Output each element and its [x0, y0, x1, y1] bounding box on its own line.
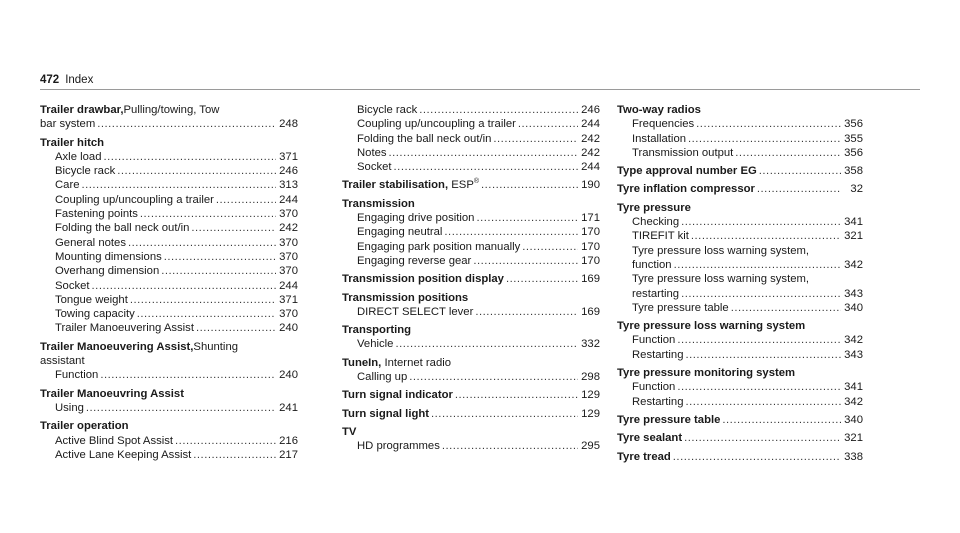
page-ref[interactable]: 321	[844, 432, 863, 445]
dot-leader	[475, 305, 578, 319]
dot-leader	[86, 401, 276, 415]
index-term-row	[342, 178, 600, 192]
index-entry	[617, 103, 863, 160]
index-subentry	[617, 395, 863, 409]
index-subentry	[40, 150, 298, 164]
index-subentry-text: Checking	[632, 216, 680, 229]
index-term[interactable]: Transmission positions	[342, 291, 469, 304]
index-subentry-text: Restarting	[632, 348, 684, 361]
index-term-row	[342, 388, 600, 402]
index-term-row	[617, 431, 863, 445]
index-subentry-text: Care	[55, 179, 80, 192]
page-ref[interactable]: 340	[844, 301, 863, 314]
index-qualifier: Shunting	[193, 340, 239, 353]
index-subentry	[40, 164, 298, 178]
dot-leader	[409, 370, 578, 384]
index-subentry	[40, 307, 298, 321]
dot-leader	[681, 287, 841, 301]
index-entry	[617, 413, 863, 427]
dot-leader	[759, 164, 841, 178]
index-subentry	[342, 305, 600, 319]
dot-leader	[686, 395, 842, 409]
index-term[interactable]: Trailer operation	[40, 420, 129, 433]
index-qualifier: Pulling/towing, Tow	[123, 104, 220, 116]
index-entry	[40, 340, 298, 383]
index-subentry	[617, 380, 863, 394]
page-ref[interactable]: 355	[844, 132, 863, 145]
page-ref[interactable]: 321	[844, 230, 863, 243]
index-subentry	[342, 117, 600, 131]
index-term[interactable]: Transmission position display	[342, 273, 504, 286]
index-subentries	[40, 401, 298, 415]
dot-leader	[476, 211, 578, 225]
dot-leader	[522, 240, 578, 254]
dot-leader	[175, 434, 276, 448]
index-subentries	[617, 215, 863, 315]
index-term[interactable]: Trailer Manoeuvring Assist	[40, 387, 184, 400]
index-subentry-text: General notes	[55, 236, 126, 249]
index-subentries	[342, 439, 600, 453]
dot-leader	[674, 258, 841, 272]
page-ref[interactable]: 170	[581, 254, 600, 267]
index-subentry-text: Installation	[632, 132, 687, 145]
index-subentry	[40, 434, 298, 448]
page-ref[interactable]: 244	[279, 279, 298, 292]
index-subentry-text: Frequencies	[632, 118, 695, 131]
dot-leader	[506, 272, 578, 286]
index-term-row	[342, 407, 600, 421]
index-subentry	[40, 368, 298, 382]
index-term[interactable]: Two-way radios	[617, 104, 701, 116]
index-term-row	[342, 272, 600, 286]
dot-leader	[161, 264, 276, 278]
dot-leader	[722, 413, 841, 427]
dot-leader	[164, 250, 276, 264]
index-entry	[342, 388, 600, 402]
page-ref[interactable]: 242	[581, 146, 600, 159]
index-term-row	[617, 366, 863, 380]
page-ref[interactable]: 171	[581, 212, 600, 225]
dot-leader	[140, 207, 276, 221]
dot-leader	[193, 448, 276, 462]
page-ref[interactable]: 169	[581, 305, 600, 318]
index-subentry	[342, 146, 600, 160]
page-ref[interactable]: 342	[844, 395, 863, 408]
index-subentry-text: Trailer Manoeuvering Assist	[55, 322, 194, 335]
dot-leader	[677, 333, 841, 347]
page-ref[interactable]: 244	[279, 193, 298, 206]
dot-leader	[696, 117, 841, 131]
page-ref[interactable]: 356	[844, 118, 863, 131]
page-ref[interactable]: 370	[279, 265, 298, 278]
index-subentry	[617, 117, 863, 131]
index-subentry-text: Socket	[55, 279, 90, 292]
index-subentry	[40, 264, 298, 278]
index-subentry	[617, 146, 863, 160]
index-subentry-text: HD programmes	[357, 440, 440, 453]
index-subentry	[342, 439, 600, 453]
index-subentries	[342, 211, 600, 268]
index-column-3	[617, 103, 863, 464]
page-ref[interactable]: 244	[581, 118, 600, 131]
page-ref[interactable]: 295	[581, 440, 600, 453]
index-subentry-text: TIREFIT kit	[632, 230, 689, 243]
index-term-row	[617, 164, 863, 178]
index-subentry	[40, 250, 298, 264]
page-ref[interactable]: 248	[279, 118, 298, 131]
index-entry	[342, 425, 600, 454]
page-ref[interactable]: 216	[279, 434, 298, 447]
page-ref[interactable]: 242	[279, 222, 298, 235]
index-subentry-text: Coupling up/uncoupling a trailer	[357, 118, 516, 131]
index-subentry	[40, 221, 298, 235]
index-entry	[617, 366, 863, 409]
page-ref[interactable]: 298	[581, 371, 600, 384]
dot-leader	[735, 146, 841, 160]
index-entry	[342, 272, 600, 286]
index-subentry-text: Bicycle rack	[357, 104, 418, 116]
index-subentry-text: Function	[632, 334, 676, 347]
index-subentry	[617, 215, 863, 229]
index-subentry-text: Using	[55, 401, 84, 414]
index-entry	[342, 323, 600, 352]
index-subentry-text: Engaging reverse gear	[357, 254, 472, 267]
index-term-row	[40, 387, 298, 401]
page-ref[interactable]: 240	[279, 322, 298, 335]
index-subentry-text: Function	[55, 369, 99, 382]
index-subentry-text: Calling up	[357, 371, 408, 384]
index-term[interactable]: Transmission	[342, 197, 415, 210]
page-ref[interactable]: 332	[581, 338, 600, 351]
index-subentries	[40, 368, 298, 382]
index-term-row	[617, 182, 863, 196]
dot-leader	[97, 117, 276, 131]
index-term-row	[40, 136, 298, 150]
index-subentries	[342, 103, 600, 174]
section-title: Index	[65, 74, 94, 86]
page-ref[interactable]: 358	[844, 165, 863, 178]
index-subentry	[40, 401, 298, 415]
dot-leader	[677, 380, 841, 394]
index-term-row	[342, 323, 600, 337]
page-ref[interactable]: 342	[844, 334, 863, 347]
index-term[interactable]: Trailer Manoeuvering Assist,	[40, 340, 194, 353]
index-subentry	[342, 211, 600, 225]
index-column-2	[342, 103, 600, 454]
index-term[interactable]: Type approval number EG	[617, 165, 757, 178]
page-ref[interactable]: 371	[279, 150, 298, 163]
dot-leader	[518, 117, 578, 131]
page-ref[interactable]: 341	[844, 381, 863, 394]
page-ref[interactable]: 240	[279, 369, 298, 382]
index-term[interactable]: TuneIn,	[342, 356, 382, 369]
index-term-row	[40, 419, 298, 433]
index-entry	[40, 419, 298, 462]
index-subentry-text: DIRECT SELECT lever	[357, 305, 474, 318]
index-subentries	[617, 117, 863, 160]
dot-leader	[673, 450, 841, 464]
index-entry	[617, 201, 863, 315]
page-ref[interactable]: 246	[581, 104, 600, 116]
index-subentry-text: restarting	[632, 287, 680, 300]
index-term[interactable]: Tyre sealant	[617, 432, 683, 445]
index-subentry-text: Restarting	[632, 395, 684, 408]
index-subentries	[342, 305, 600, 319]
index-subentry	[617, 258, 863, 272]
dot-leader	[395, 337, 578, 351]
index-subentry-text: Active Lane Keeping Assist	[55, 448, 192, 461]
index-subentry	[617, 229, 863, 243]
index-term-continuation	[40, 354, 298, 368]
index-subentry-text: Active Blind Spot Assist	[55, 434, 174, 447]
index-term-row	[617, 103, 863, 117]
index-term-row	[342, 425, 600, 439]
page-ref[interactable]: 343	[844, 287, 863, 300]
index-subentry-text: Axle load	[55, 150, 102, 163]
index-subentry-text: Engaging park position manually	[357, 240, 521, 253]
index-subentry-text: Tyre pressure table	[632, 301, 729, 314]
index-term-row	[342, 197, 600, 211]
index-term-row	[40, 340, 298, 354]
dot-leader	[481, 178, 578, 192]
index-entry	[617, 164, 863, 178]
page-ref[interactable]: 370	[279, 308, 298, 321]
index-term[interactable]: Tyre inflation compressor	[617, 183, 755, 196]
index-term-row	[617, 450, 863, 464]
page-ref[interactable]: 356	[844, 146, 863, 159]
header-divider	[40, 89, 920, 90]
page-ref[interactable]: 341	[844, 216, 863, 229]
index-subentry	[40, 178, 298, 192]
index-term-row	[342, 291, 600, 305]
dot-leader	[686, 348, 842, 362]
index-subentry-text: Function	[632, 381, 676, 394]
index-entry	[617, 450, 863, 464]
page-header	[40, 74, 93, 86]
index-subentry	[617, 287, 863, 301]
page-ref[interactable]: 342	[844, 258, 863, 271]
page-ref[interactable]: 370	[279, 236, 298, 249]
dot-leader	[455, 388, 578, 402]
index-term[interactable]: Transporting	[342, 324, 412, 337]
index-subentry	[40, 448, 298, 462]
index-subentry	[342, 254, 600, 268]
page-ref[interactable]: 217	[279, 448, 298, 461]
index-entry	[342, 291, 600, 320]
index-term[interactable]: Tyre pressure	[617, 201, 691, 214]
dot-leader	[82, 178, 277, 192]
page-ref[interactable]: 190	[581, 179, 600, 192]
index-entry	[40, 387, 298, 416]
index-term[interactable]: Turn signal light	[342, 407, 430, 420]
index-subentry	[40, 207, 298, 221]
dot-leader	[757, 182, 841, 196]
index-entry	[342, 197, 600, 268]
index-subentries	[40, 150, 298, 336]
dot-leader	[117, 164, 276, 178]
index-subentry-text: Transmission output	[632, 146, 734, 159]
index-subentry-text: Tyre pressure loss warning system,	[632, 273, 810, 286]
dot-leader	[444, 225, 578, 239]
index-subentry	[617, 301, 863, 315]
page-ref[interactable]: 241	[279, 401, 298, 414]
page-ref[interactable]: 370	[279, 208, 298, 221]
page-ref[interactable]: 313	[279, 179, 298, 192]
dot-leader	[389, 146, 578, 160]
index-subentry	[40, 193, 298, 207]
index-entry	[342, 407, 600, 421]
index-subentries	[40, 434, 298, 463]
index-subentries	[617, 380, 863, 409]
index-subentry-text: Folding the ball neck out/in	[357, 132, 492, 145]
index-term[interactable]: Trailer hitch	[40, 136, 105, 149]
index-term[interactable]: TV	[342, 425, 357, 438]
dot-leader	[691, 229, 841, 243]
dot-leader	[681, 215, 841, 229]
index-subentry	[342, 132, 600, 146]
index-subentry	[342, 225, 600, 239]
index-term[interactable]: Tyre tread	[617, 450, 671, 463]
page-ref[interactable]: 340	[844, 413, 863, 426]
page-ref[interactable]: 170	[581, 226, 600, 239]
index-subentry	[617, 132, 863, 146]
page-ref[interactable]: 343	[844, 348, 863, 361]
page-ref[interactable]: 371	[279, 293, 298, 306]
index-subentry	[40, 236, 298, 250]
page-ref[interactable]: 32	[850, 183, 863, 196]
index-subentry-text: Bicycle rack	[55, 165, 116, 178]
index-term[interactable]: Turn signal indicator	[342, 389, 453, 402]
dot-leader	[394, 160, 578, 174]
index-subentry-line	[617, 244, 863, 258]
index-subentry-text: Towing capacity	[55, 308, 135, 321]
index-term-row	[617, 319, 863, 333]
index-subentry-text: Notes	[357, 146, 387, 159]
page-ref[interactable]: 246	[279, 165, 298, 178]
index-subentry-text: Vehicle	[357, 338, 394, 351]
index-entry	[617, 319, 863, 362]
dot-leader	[688, 132, 841, 146]
dot-leader	[196, 321, 276, 335]
index-subentry-text: Mounting dimensions	[55, 250, 162, 263]
index-subentries	[617, 333, 863, 362]
index-subentry-text: Engaging drive position	[357, 212, 475, 225]
index-subentry	[617, 348, 863, 362]
index-term-row	[617, 413, 863, 427]
page-ref[interactable]: 129	[581, 407, 600, 420]
index-subentry	[617, 333, 863, 347]
page-ref[interactable]: 169	[581, 273, 600, 286]
index-column-1	[40, 103, 298, 462]
index-entry	[617, 182, 863, 196]
index-subentry	[40, 293, 298, 307]
index-subentry	[40, 321, 298, 335]
index-entry	[40, 136, 298, 336]
index-subentry	[40, 279, 298, 293]
index-subentry	[342, 240, 600, 254]
dot-leader	[128, 236, 276, 250]
index-term[interactable]: Tyre pressure table	[617, 413, 721, 426]
index-term-row	[617, 201, 863, 215]
index-qualifier: ESP®	[448, 178, 480, 192]
index-entry	[342, 356, 600, 385]
index-subentry-text: Socket	[357, 161, 392, 174]
dot-leader	[100, 368, 276, 382]
index-term[interactable]: Trailer stabilisation,	[342, 179, 449, 192]
page-ref[interactable]: 370	[279, 250, 298, 263]
index-subentry-text: Coupling up/uncoupling a trailer	[55, 193, 214, 206]
index-term-row	[342, 356, 600, 370]
index-entry	[342, 178, 600, 192]
dot-leader	[442, 439, 578, 453]
page-ref[interactable]: 170	[581, 240, 600, 253]
index-subentry	[342, 103, 600, 117]
page-ref[interactable]: 129	[581, 389, 600, 402]
index-subentries	[342, 337, 600, 351]
index-subentry	[342, 160, 600, 174]
index-qualifier-continued: bar system	[40, 118, 96, 131]
index-subentry-text: function	[632, 258, 672, 271]
index-term-row	[40, 103, 298, 117]
index-subentry-text: Engaging neutral	[357, 226, 443, 239]
dot-leader	[684, 431, 841, 445]
index-qualifier-continued: assistant	[40, 355, 85, 368]
index-subentry-text: Tongue weight	[55, 293, 128, 306]
index-subentry-text: Tyre pressure loss warning system,	[632, 244, 810, 257]
dot-leader	[473, 254, 578, 268]
index-subentry	[342, 370, 600, 384]
page-ref[interactable]: 242	[581, 132, 600, 145]
dot-leader	[419, 103, 578, 117]
dot-leader	[731, 301, 841, 315]
page-ref[interactable]: 338	[844, 450, 863, 463]
index-term[interactable]: Tyre pressure loss warning system	[617, 320, 806, 333]
index-entry	[40, 103, 298, 132]
index-subentry-text: Fastening points	[55, 208, 138, 221]
index-subentry-text: Overhang dimension	[55, 265, 160, 278]
index-term-continuation	[40, 117, 298, 131]
dot-leader	[92, 279, 276, 293]
index-term[interactable]: Trailer drawbar,	[40, 104, 124, 116]
page-number: 472	[40, 74, 60, 86]
index-subentry-text: Folding the ball neck out/in	[55, 222, 190, 235]
dot-leader	[216, 193, 276, 207]
page-ref[interactable]: 244	[581, 161, 600, 174]
dot-leader	[137, 307, 276, 321]
index-subentries	[342, 370, 600, 384]
dot-leader	[191, 221, 276, 235]
dot-leader	[431, 407, 578, 421]
dot-leader	[130, 293, 276, 307]
index-term[interactable]: Tyre pressure monitoring system	[617, 367, 796, 380]
index-entry	[342, 103, 600, 174]
dot-leader	[103, 150, 276, 164]
index-qualifier: Internet radio	[381, 356, 452, 369]
index-subentry-line	[617, 272, 863, 286]
index-entry	[617, 431, 863, 445]
index-subentry	[342, 337, 600, 351]
dot-leader	[493, 132, 578, 146]
